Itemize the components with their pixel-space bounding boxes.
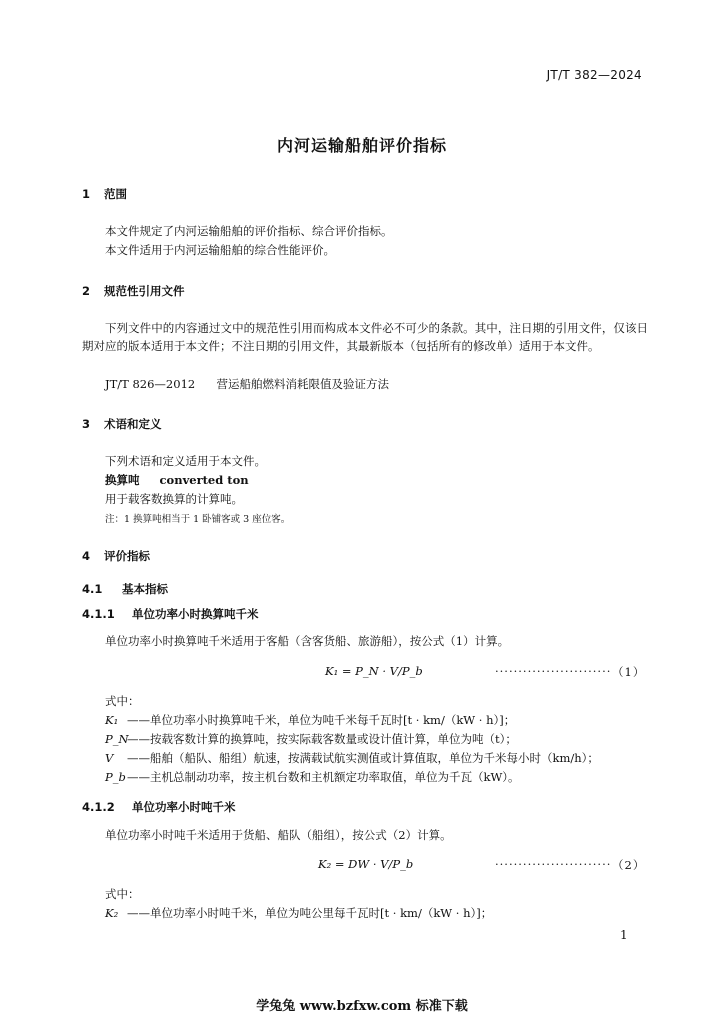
section-4-1-1-number: 4.1.1 (82, 607, 115, 621)
variable-k2-symbol: K₂ (105, 906, 119, 920)
reference-title: 营运船舶燃料消耗限值及验证方法 (216, 377, 390, 391)
variable-pn-desc: ——按载客数计算的换算吨，按实际载客数量或设计值计算，单位为吨（t）； (127, 732, 517, 746)
variable-pn-symbol: P_N (105, 732, 129, 746)
variable-pb (105, 768, 520, 787)
section-4-1-1-intro: 单位功率小时换算吨千米适用于客船（含客货船、旅游船），按公式（1）计算。 (105, 634, 510, 648)
section-4-1-2-title: 单位功率小时吨千米 (132, 800, 236, 814)
section-4-1-heading (82, 581, 168, 597)
section-1-line-2: 本文件适用于内河运输船舶的综合性能评价。 (105, 243, 335, 257)
formula-1-leader: ························· (495, 664, 612, 678)
footer-watermark: 学兔兔 www.bzfxw.com 标准下载 (256, 999, 468, 1014)
section-3-title: 术语和定义 (104, 417, 162, 431)
section-1-line-1: 本文件规定了内河运输船舶的评价指标、综合评价指标。 (105, 224, 393, 238)
variable-pn (105, 730, 517, 749)
where-label-2: 式中： (105, 887, 140, 901)
normative-reference (105, 375, 389, 394)
section-3-intro: 下列术语和定义适用于本文件。 (105, 454, 266, 468)
variable-pb-desc: ——主机总制动功率，按主机台数和主机额定功率取值，单位为千瓦（kW）。 (127, 770, 520, 784)
section-2-number: 2 (82, 284, 91, 298)
section-4-heading (82, 548, 150, 564)
section-4-1-2-intro: 单位功率小时吨千米适用于货船、船队（船组），按公式（2）计算。 (105, 828, 452, 842)
section-4-1-title: 基本指标 (122, 582, 168, 596)
reference-code: JT/T 826—2012 (105, 377, 196, 391)
term-definition: 用于载客数换算的计算吨。 (105, 492, 243, 506)
formula-1-number: （1） (612, 665, 646, 679)
variable-k2 (105, 904, 492, 923)
term-entry (105, 471, 249, 490)
variable-pb-symbol: P_b (105, 770, 126, 784)
variable-k1 (105, 711, 515, 730)
section-2-heading (82, 283, 185, 299)
term-note: 注：1 换算吨相当于 1 卧铺客或 3 座位客。 (105, 514, 291, 525)
formula-2: K₂ = DW · V/P_b (318, 857, 414, 871)
section-4-title: 评价指标 (104, 549, 150, 563)
where-label-1: 式中： (105, 694, 140, 708)
variable-k1-symbol: K₁ (105, 713, 119, 727)
section-3-number: 3 (82, 417, 91, 431)
section-2-paragraph: 下列文件中的内容通过文中的规范性引用而构成本文件必不可少的条款。其中，注日期的引用文件，仅该日期对应的版本适用于本文件；不注日期的引用文件，其最新版本（包括所有的修改单）适用于本文件。 (82, 321, 648, 353)
section-1-number: 1 (82, 187, 91, 201)
variable-v-symbol: V (105, 751, 114, 765)
page-number: 1 (620, 928, 628, 942)
section-2-title: 规范性引用文件 (104, 284, 185, 298)
variable-k2-desc: ——单位功率小时吨千米，单位为吨公里每千瓦时[t · km/（kW · h）]； (127, 906, 493, 920)
section-3-heading (82, 416, 162, 432)
section-1-heading (82, 186, 127, 202)
formula-1: K₁ = P_N · V/P_b (325, 664, 423, 678)
variable-k1-desc: ——单位功率小时换算吨千米，单位为吨千米每千瓦时[t · km/（kW · h）]； (127, 713, 516, 727)
section-4-1-2-heading (82, 799, 236, 815)
variable-v (105, 749, 599, 768)
term-chinese: 换算吨 (105, 473, 140, 487)
section-4-1-2-number: 4.1.2 (82, 800, 115, 814)
term-english: converted ton (159, 473, 249, 487)
section-4-1-1-heading (82, 606, 259, 622)
variable-v-desc: ——船舶（船队、船组）航速，按满载试航实测值或计算值取，单位为千米每小时（km/h）； (127, 751, 599, 765)
document-code: JT/T 382—2024 (546, 68, 642, 82)
section-4-1-1-title: 单位功率小时换算吨千米 (132, 607, 259, 621)
section-1-title: 范围 (104, 187, 127, 201)
formula-2-leader: ························· (495, 857, 612, 871)
page-title: 内河运输船舶评价指标 (276, 136, 447, 155)
formula-2-number: （2） (612, 858, 646, 872)
section-4-1-number: 4.1 (82, 582, 103, 596)
section-4-number: 4 (82, 549, 91, 563)
